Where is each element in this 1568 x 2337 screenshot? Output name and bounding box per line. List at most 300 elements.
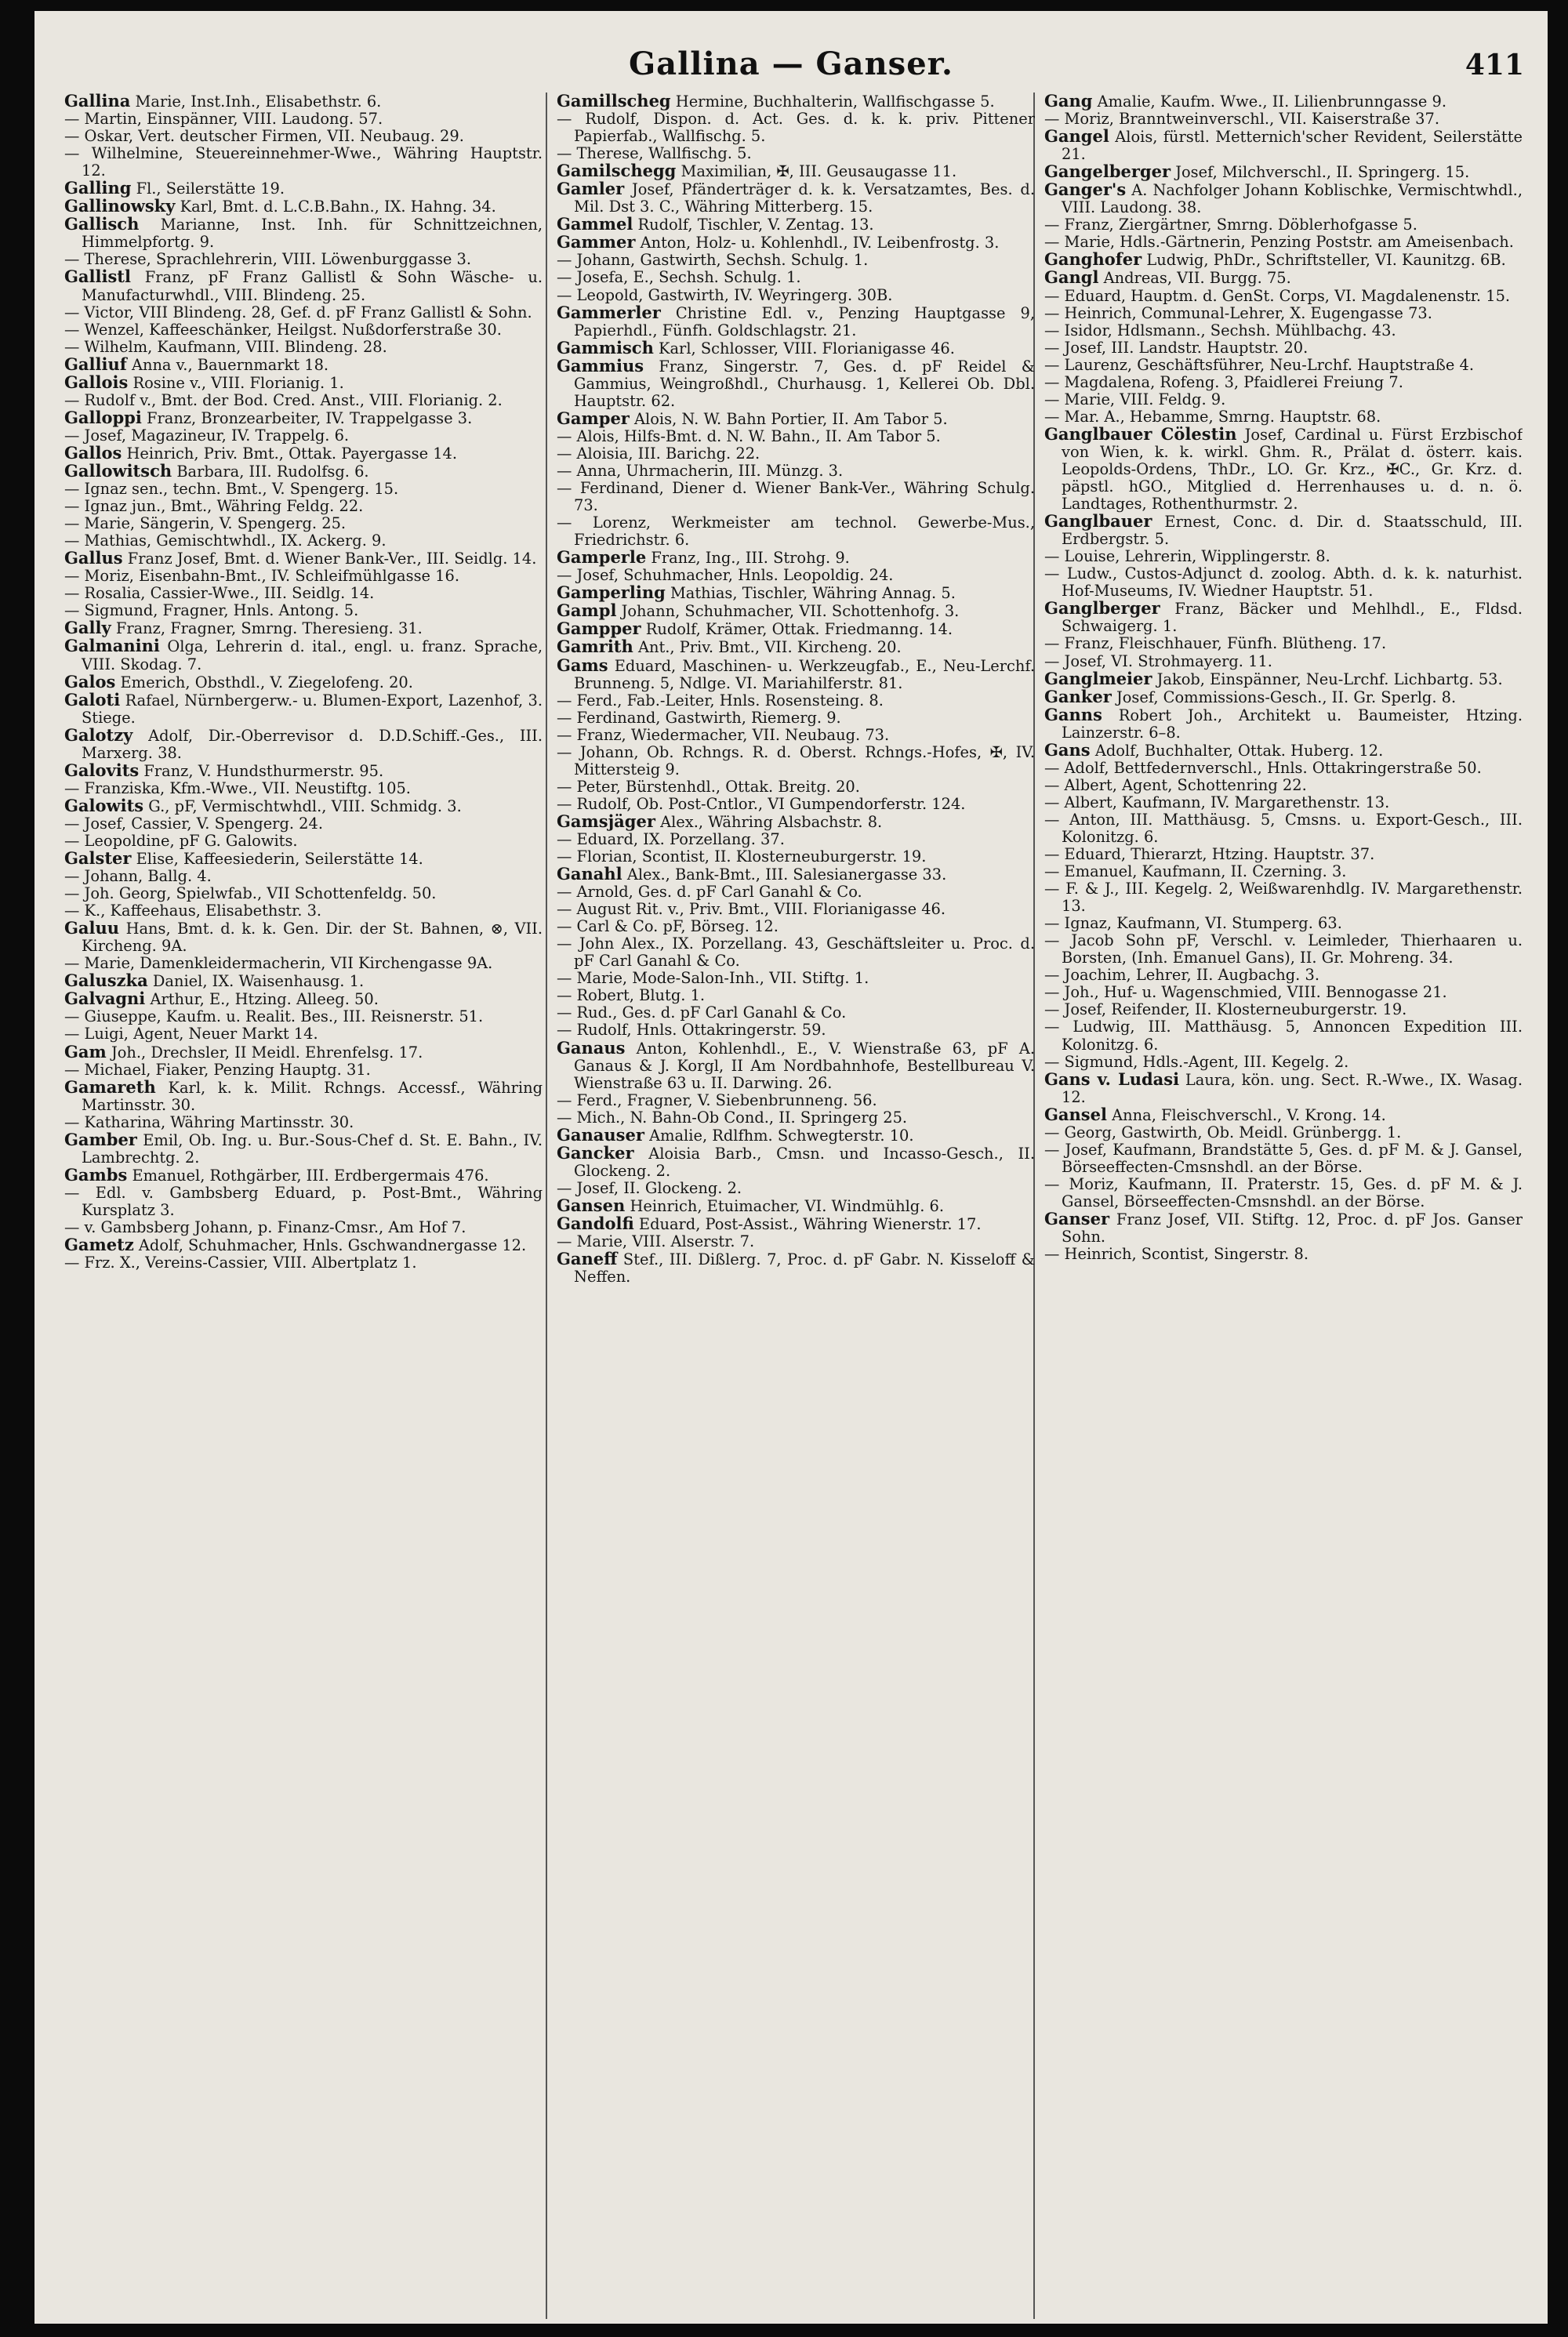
directory-entry: [1044, 846, 1523, 863]
directory-entry: [1044, 1018, 1523, 1053]
entry-text: Ant., Priv. Bmt., VII. Kircheng. 20.: [637, 638, 902, 657]
directory-entry: [557, 567, 1035, 584]
entry-text: Anna v., Bauernmarkt 18.: [131, 355, 329, 374]
directory-entry: [64, 304, 543, 321]
entry-text: — Heinrich, Communal-Lehrer, X. Eugengasse 73.: [1044, 303, 1432, 322]
entry-text: — Rud., Ges. d. pF Carl Ganahl & Co.: [557, 1003, 847, 1022]
directory-column-1: [64, 93, 543, 2311]
entry-text: Arthur, E., Htzing. Alleeg. 50.: [150, 990, 379, 1009]
directory-entry: [64, 602, 543, 619]
directory-entry: [1044, 1246, 1523, 1263]
directory-entry: [64, 1076, 543, 1114]
directory-entry: [557, 93, 1035, 111]
directory-entry: [64, 1061, 543, 1079]
entry-text: — Edl. v. Gambsberg Eduard, p. Post-Bmt., Währing Kursplatz 3.: [64, 1183, 543, 1219]
entry-surname: Gang: [1044, 93, 1093, 111]
entry-text: — Eduard, Thierarzt, Htzing. Hauptstr. 37.: [1044, 845, 1375, 864]
entry-text: — Josef, Kaufmann, Brandstätte 5, Ges. d. pF M. & J. Gansel, Börseeffecten-Cmsnshdl. an der Börse.: [1044, 1140, 1523, 1176]
entry-text: — John Alex., IX. Porzellang. 43, Geschäftsleiter u. Proc. d. pF Carl Ganahl & Co.: [557, 934, 1035, 971]
directory-entry: [1044, 739, 1523, 760]
entry-text: Adolf, Dir.-Oberrevisor d. D.D.Schiff.-Ges., III. Marxerg. 38.: [82, 726, 543, 762]
entry-surname: Gangl: [1044, 267, 1099, 288]
directory-entry: [64, 850, 543, 868]
directory-entry: [1044, 1071, 1523, 1106]
directory-entry: [64, 585, 543, 602]
entry-text: Robert Joh., Architekt u. Baumeister, Htzing. Lainzerstr. 6–8.: [1062, 706, 1523, 742]
directory-entry: [1044, 932, 1523, 967]
entry-text: Andreas, VII. Burgg. 75.: [1103, 269, 1291, 288]
entry-text: — Joachim, Lehrer, II. Augbachg. 3.: [1044, 966, 1319, 985]
entry-text: — Rudolf, Ob. Post-Cntlor., VI Gumpendorferstr. 124.: [557, 794, 966, 813]
directory-entry: [557, 1180, 1035, 1197]
entry-text: — Victor, VIII Blindeng. 28, Gef. d. pF Franz Gallistl & Sohn.: [64, 303, 532, 321]
entry-text: Franz, pF Franz Gallistl & Sohn Wäsche- u. Manufacturwhdl., VIII. Blindeng. 25.: [82, 268, 543, 304]
directory-entry: [557, 884, 1035, 901]
directory-entry: [557, 216, 1035, 234]
entry-text: — Lorenz, Werkmeister am technol. Gewerbe-Mus., Friedrichstr. 6.: [557, 513, 1035, 550]
entry-surname: Gans v. Ludasi: [1044, 1069, 1180, 1089]
directory-entry: [64, 427, 543, 445]
directory-entry: [64, 93, 543, 111]
directory-column-2: [557, 93, 1035, 2311]
directory-entry: [557, 1037, 1035, 1092]
directory-entry: [64, 374, 543, 392]
directory-entry: [1044, 688, 1523, 706]
entry-surname: Galowits: [64, 795, 144, 815]
directory-entry: [64, 815, 543, 833]
entry-text: Franz, Bronzearbeiter, IV. Trappelgasse 3.: [147, 408, 473, 427]
entry-text: Josef, Commissions-Gesch., II. Gr. Sperlg. 8.: [1116, 688, 1457, 706]
directory-entry: [64, 797, 543, 815]
entry-text: — Oskar, Vert. deutscher Firmen, VII. Neubaug. 29.: [64, 127, 464, 146]
directory-entry: [1044, 408, 1523, 426]
directory-entry: [64, 339, 543, 356]
entry-text: Alex., Währing Alsbachstr. 8.: [660, 812, 883, 831]
directory-entry: [557, 865, 1035, 884]
directory-entry: [64, 532, 543, 550]
entry-text: G., pF, Vermischtwhdl., VIII. Schmidg. 3.: [148, 797, 462, 815]
directory-entry: [557, 813, 1035, 831]
entry-text: — Rosalia, Cassier-Wwe., III. Seidlg. 14.: [64, 584, 375, 603]
directory-entry: [1044, 128, 1523, 163]
entry-text: Franz, Fragner, Smrng. Theresieng. 31.: [115, 619, 423, 638]
directory-entry: [557, 549, 1035, 567]
entry-text: — Sigmund, Hdls.-Agent, III. Kegelg. 2.: [1044, 1052, 1349, 1071]
entry-text: Franz, Bäcker und Mehlhdl., E., Fldsd. Schwaigerg. 1.: [1062, 600, 1523, 636]
entry-surname: Galloppi: [64, 407, 142, 427]
entry-text: Olga, Lehrerin d. ital., engl. u. franz. Sprache, VIII. Skodag. 7.: [82, 637, 543, 673]
directory-entry: [1044, 670, 1523, 688]
directory-entry: [64, 460, 543, 481]
entry-surname: Ganglmeier: [1044, 668, 1152, 688]
entry-text: — Moriz, Branntweinverschl., VII. Kaiserstraße 37.: [1044, 110, 1439, 129]
column-divider: [546, 93, 547, 2319]
directory-entry: [557, 1233, 1035, 1250]
directory-entry: [557, 831, 1035, 848]
entry-text: Christine Edl. v., Penzing Hauptgasse 9, Papierhdl., Fünfh. Goldschlagstr. 21.: [574, 303, 1035, 339]
directory-entry: [557, 935, 1035, 970]
entry-text: — K., Kaffeehaus, Elisabethstr. 3.: [64, 902, 322, 920]
directory-entry: [557, 657, 1035, 692]
directory-entry: [557, 111, 1035, 145]
entry-text: Heinrich, Etuimacher, VI. Windmühlg. 6.: [630, 1196, 945, 1215]
entry-text: — Wenzel, Kaffeeschänker, Heilgst. Nußdorferstraße 30.: [64, 320, 502, 339]
directory-entry: [64, 1008, 543, 1025]
entry-text: Josef, Cardinal u. Fürst Erzbischof von Wien, k. k. wirkl. Ghm. R., Prälat d. österr. kais. Leopolds-Ordens, ThDr., LO. Gr. Krz., ✠C., Gr. Krz. d. päpstl. hGO., Mitglied d. Herrenhauses u. d. n. ö. Landtages, Rothenthurmstr. 2.: [1062, 425, 1523, 513]
directory-entry: [1044, 777, 1523, 794]
directory-entry: [64, 955, 543, 972]
directory-entry: [557, 357, 1035, 410]
entry-surname: Gamsjäger: [557, 811, 655, 831]
directory-entry: [557, 180, 1035, 216]
entry-text: Heinrich, Priv. Bmt., Ottak. Payergasse 14.: [126, 444, 458, 463]
entry-surname: Galliuf: [64, 354, 127, 374]
directory-entry: [557, 234, 1035, 252]
entry-text: Amalie, Rdlfhm. Schwegterstr. 10.: [649, 1126, 914, 1145]
directory-entry: [557, 514, 1035, 549]
directory-entry: [1044, 513, 1523, 548]
directory-entry: [1044, 794, 1523, 811]
entry-surname: Ganser: [1044, 1209, 1110, 1228]
entry-text: — v. Gambsberg Johann, p. Finanz-Cmsr., Am Hof 7.: [64, 1218, 466, 1236]
entry-text: — Ludwig, III. Matthäusg. 5, Annoncen Expedition III. Kolonitzg. 6.: [1044, 1018, 1523, 1054]
entry-surname: Gamareth: [64, 1076, 156, 1097]
entry-text: — Jacob Sohn pF, Verschl. v. Leimleder, Thierhaaren u. Borsten, (Inh. Emanuel Gans), II. Gr. Mohreng. 34.: [1044, 931, 1523, 967]
directory-entry: [64, 498, 543, 515]
directory-entry: [1044, 915, 1523, 932]
entry-surname: Gammel: [557, 214, 633, 234]
directory-entry: [64, 920, 543, 955]
directory-entry: [64, 972, 543, 990]
entry-text: — Louise, Lehrerin, Wipplingerstr. 8.: [1044, 547, 1330, 566]
directory-entry: [1044, 288, 1523, 305]
page-number: 411: [1465, 49, 1524, 82]
directory-entry: [1044, 251, 1523, 269]
entry-surname: Galoti: [64, 689, 121, 709]
directory-entry: [557, 1142, 1035, 1180]
entry-text: Franz Josef, Bmt. d. Wiener Bank-Ver., III. Seidlg. 14.: [127, 550, 537, 568]
entry-text: — Anton, III. Matthäusg. 5, Cmsns. u. Export-Gesch., III. Kolonitzg. 6.: [1044, 810, 1523, 846]
entry-text: — Ferdinand, Diener d. Wiener Bank-Ver., Währing Schulg. 73.: [557, 479, 1035, 515]
directory-entry: [557, 796, 1035, 813]
entry-text: Franz, Ing., III. Strohg. 9.: [651, 549, 850, 568]
entry-text: — Josef, Cassier, V. Spengerg. 24.: [64, 814, 324, 833]
directory-entry: [1044, 357, 1523, 374]
directory-entry: [1044, 1001, 1523, 1018]
entry-text: — F. & J., III. Kegelg. 2, Weißwarenhdlg. IV. Margarethenstr. 13.: [1044, 880, 1523, 916]
entry-text: Ludwig, PhDr., Schriftsteller, VI. Kaunitzg. 6B.: [1146, 251, 1506, 270]
entry-text: — Ferd., Fragner, V. Siebenbrunneng. 56.: [557, 1090, 877, 1109]
entry-surname: Gamper: [557, 408, 630, 428]
entry-surname: Gampper: [557, 619, 641, 639]
entry-text: — Eduard, Hauptm. d. GenSt. Corps, VI. Magdalenenstr. 15.: [1044, 286, 1511, 305]
entry-text: — Ignaz jun., Bmt., Währing Feldg. 22.: [64, 497, 364, 516]
entry-text: A. Nachfolger Johann Koblischke, Vermischtwhdl., VIII. Laudong. 38.: [1062, 181, 1523, 217]
entry-text: — Giuseppe, Kaufm. u. Realit. Bes., III. Reisnerstr. 51.: [64, 1007, 484, 1026]
entry-surname: Gammerler: [557, 302, 661, 322]
entry-text: — Moriz, Kaufmann, II. Praterstr. 15, Ges. d. pF M. & J. Gansel, Börseeffecten-Cmsnshdl. an der Börse.: [1044, 1174, 1523, 1210]
entry-surname: Gallisch: [64, 214, 140, 234]
directory-entry: [64, 673, 543, 691]
directory-entry: [1044, 706, 1523, 742]
entry-text: — Marie, Sängerin, V. Spengerg. 25.: [64, 514, 347, 533]
directory-entry: [557, 620, 1035, 638]
directory-entry: [64, 724, 543, 762]
directory-entry: [64, 180, 543, 198]
directory-entry: [64, 550, 543, 568]
entry-surname: Galotzy: [64, 724, 133, 745]
directory-entry: [557, 410, 1035, 428]
directory-entry: [64, 216, 543, 251]
entry-surname: Gallistl: [64, 267, 131, 287]
directory-entry: [557, 428, 1035, 445]
directory-entry: [557, 778, 1035, 796]
directory-entry: [557, 1215, 1035, 1233]
directory-entry: [1044, 322, 1523, 339]
entry-text: — Peter, Bürstenhdl., Ottak. Breitg. 20.: [557, 777, 860, 796]
entry-text: — Luigi, Agent, Neuer Markt 14.: [64, 1025, 318, 1043]
directory-entry: [64, 902, 543, 920]
entry-text: Maximilian, ✠, III. Geusaugasse 11.: [681, 162, 957, 181]
directory-entry: [557, 744, 1035, 778]
directory-entry: [1044, 1176, 1523, 1210]
directory-entry: [557, 709, 1035, 727]
directory-entry: [557, 269, 1035, 286]
directory-entry: [557, 1124, 1035, 1145]
directory-entry: [1044, 600, 1523, 635]
directory-entry: [557, 1197, 1035, 1215]
entry-text: Franz Josef, VII. Stiftg. 12, Proc. d. pF Jos. Ganser Sohn.: [1062, 1210, 1523, 1247]
directory-entry: [64, 1236, 543, 1254]
entry-text: Karl, Schlosser, VIII. Florianigasse 46.: [659, 339, 955, 357]
directory-entry: [64, 481, 543, 498]
entry-surname: Ganglberger: [1044, 598, 1160, 619]
directory-entry: [1044, 1210, 1523, 1246]
entry-text: — Moriz, Eisenbahn-Bmt., IV. Schleifmühlgasse 16.: [64, 567, 459, 586]
entry-text: Mathias, Tischler, Währing Annag. 5.: [670, 584, 956, 603]
directory-entry: [557, 480, 1035, 514]
entry-text: — Marie, VIII. Alserstr. 7.: [557, 1232, 755, 1251]
page-header-title: Gallina — Ganser.: [629, 45, 953, 82]
entry-text: Barbara, III. Rudolfsg. 6.: [176, 462, 369, 481]
entry-surname: Ganeff: [557, 1249, 618, 1269]
entry-text: — Josef, Schuhmacher, Hnls. Leopoldig. 24.: [557, 566, 894, 585]
entry-surname: Ganns: [1044, 704, 1102, 724]
directory-entry: [64, 145, 543, 180]
directory-entry: [64, 1219, 543, 1236]
entry-text: — Joh., Huf- u. Wagenschmied, VIII. Bennogasse 21.: [1044, 983, 1447, 1002]
directory-entry: [1044, 635, 1523, 652]
directory-entry: [557, 692, 1035, 709]
entry-text: Josef, Pfänderträger d. k. k. Versatzamtes, Bes. d. Mil. Dst 3. C., Währing Mitterberg. 15.: [574, 180, 1035, 216]
entry-text: — August Rit. v., Priv. Bmt., VIII. Florianigasse 46.: [557, 900, 946, 919]
entry-text: — Magdalena, Rofeng. 3, Pfaidlerei Freiung 7.: [1044, 372, 1403, 391]
entry-text: — Martin, Einspänner, VIII. Laudong. 57.: [64, 110, 383, 129]
entry-surname: Ganghofer: [1044, 249, 1142, 270]
directory-entry: [64, 568, 543, 585]
directory-column-3: [1044, 93, 1523, 2311]
directory-entry: [1044, 305, 1523, 322]
entry-surname: Gangelberger: [1044, 161, 1171, 182]
entry-surname: Ganker: [1044, 686, 1112, 706]
directory-entry: [557, 145, 1035, 162]
entry-text: — Ferdinand, Gastwirth, Riemerg. 9.: [557, 708, 841, 727]
entry-text: Josef, Milchverschl., II. Springerg. 15.: [1175, 163, 1470, 182]
directory-entry: [1044, 234, 1523, 251]
entry-text: Hermine, Buchhalterin, Wallfischgasse 5.: [675, 93, 995, 111]
entry-surname: Ganauser: [557, 1124, 644, 1145]
directory-entry: [64, 321, 543, 339]
entry-text: — Emanuel, Kaufmann, II. Czerning. 3.: [1044, 862, 1347, 881]
directory-entry: [64, 1114, 543, 1131]
entry-text: Emil, Ob. Ing. u. Bur.-Sous-Chef d. St. E. Bahn., IV. Lambrechtg. 2.: [82, 1130, 543, 1167]
directory-entry: [557, 727, 1035, 744]
entry-text: — Albert, Agent, Schottenring 22.: [1044, 775, 1307, 794]
entry-surname: Gangel: [1044, 126, 1109, 147]
entry-surname: Gamperle: [557, 547, 647, 568]
entry-text: — Therese, Sprachlehrerin, VIII. Löwenburggasse 3.: [64, 250, 472, 269]
directory-entry: [64, 1185, 543, 1219]
entry-text: Anton, Holz- u. Kohlenhdl., IV. Leibenfrostg. 3.: [640, 234, 1000, 252]
entry-text: Marianne, Inst. Inh. für Schnittzeichnen, Himmelpfortg. 9.: [82, 216, 543, 252]
entry-text: — Marie, Damenkleidermacherin, VII Kirchengasse 9A.: [64, 954, 493, 973]
entry-text: — Rudolf, Hnls. Ottakringerstr. 59.: [557, 1021, 826, 1040]
entry-text: — Sigmund, Fragner, Hnls. Antong. 5.: [64, 601, 359, 620]
directory-entry: [64, 111, 543, 128]
directory-entry: [1044, 1141, 1523, 1176]
directory-entry: [1044, 811, 1523, 846]
entry-text: — Marie, VIII. Feldg. 9.: [1044, 390, 1226, 408]
entry-surname: Galovits: [64, 760, 140, 780]
entry-text: Rudolf, Krämer, Ottak. Friedmanng. 14.: [645, 620, 953, 639]
directory-entry: [557, 848, 1035, 865]
directory-entry: [1044, 163, 1523, 181]
entry-text: Karl, k. k. Milit. Rchngs. Accessf., Währing Martinsstr. 30.: [82, 1078, 543, 1114]
directory-entry: [64, 1164, 543, 1185]
directory-entry: [557, 901, 1035, 918]
directory-entry: [557, 339, 1035, 357]
entry-text: — Franz, Ziergärtner, Smrng. Döblerhofgasse 5.: [1044, 216, 1417, 234]
entry-text: Aloisia Barb., Cmsn. und Incasso-Gesch., II. Glockeng. 2.: [574, 1144, 1035, 1180]
entry-surname: Gamber: [64, 1129, 137, 1149]
entry-surname: Gamperling: [557, 582, 666, 603]
entry-surname: Gamillscheg: [557, 93, 671, 111]
directory-entry: [1044, 863, 1523, 880]
directory-entry: [64, 990, 543, 1008]
entry-text: — Josef, VI. Strohmayerg. 11.: [1044, 651, 1272, 670]
entry-surname: Galos: [64, 671, 116, 691]
directory-entry: [1044, 93, 1523, 111]
directory-entry: [1044, 760, 1523, 777]
entry-surname: Gam: [64, 1041, 107, 1061]
directory-entry: [64, 1131, 543, 1167]
directory-entry: [1044, 653, 1523, 670]
entry-surname: Ganglbauer Cölestin: [1044, 423, 1237, 444]
entry-text: — Isidor, Hdlsmann., Sechsh. Mühlbachg. 43.: [1044, 321, 1396, 339]
directory-entry: [64, 128, 543, 145]
directory-entry: [1044, 269, 1523, 287]
entry-text: Laura, kön. ung. Sect. R.-Wwe., IX. Wasag. 12.: [1062, 1070, 1523, 1106]
entry-text: — Franz, Fleischhauer, Fünfh. Blütheng. 17.: [1044, 634, 1387, 653]
entry-text: Emerich, Obsthdl., V. Ziegelofeng. 20.: [120, 673, 413, 691]
entry-surname: Gams: [557, 655, 608, 675]
directory-entry: [1044, 111, 1523, 128]
entry-text: — Rudolf, Dispon. d. Act. Ges. d. k. k. priv. Pittener Papierfab., Wallfischg. 5.: [557, 110, 1035, 146]
directory-entry: [557, 918, 1035, 935]
entry-text: — Marie, Mode-Salon-Inh., VII. Stiftg. 1.: [557, 969, 869, 988]
directory-entry: [64, 691, 543, 727]
directory-entry: [1044, 967, 1523, 984]
entry-text: — Mar. A., Hebamme, Smrng. Hauptstr. 68.: [1044, 407, 1381, 426]
entry-text: — Josef, Magazineur, IV. Trappelg. 6.: [64, 426, 350, 445]
entry-surname: Gammer: [557, 232, 636, 252]
directory-entry: [1044, 548, 1523, 565]
entry-text: Adolf, Buchhalter, Ottak. Huberg. 12.: [1094, 741, 1384, 760]
entry-text: — Mathias, Gemischtwhdl., IX. Ackerg. 9.: [64, 532, 387, 550]
entry-text: Rudolf, Tischler, V. Zentag. 13.: [637, 216, 874, 234]
directory-entry: [1044, 1106, 1523, 1124]
directory-entry: [557, 1022, 1035, 1039]
entry-text: — Katharina, Währing Martinsstr. 30.: [64, 1112, 354, 1131]
directory-entry: [64, 885, 543, 902]
entry-text: — Leopold, Gastwirth, IV. Weyringerg. 30B.: [557, 285, 893, 304]
entry-text: Johann, Schuhmacher, VII. Schottenhofg. 3.: [621, 602, 960, 621]
directory-entry: [64, 1254, 543, 1272]
directory-entry: [557, 638, 1035, 656]
directory-entry: [557, 1250, 1035, 1286]
entry-text: — Eduard, IX. Porzellang. 37.: [557, 829, 785, 848]
entry-text: — Ignaz sen., techn. Bmt., V. Spengerg. 15.: [64, 480, 399, 499]
entry-text: — Aloisia, III. Barichg. 22.: [557, 444, 760, 463]
entry-text: — Ludw., Custos-Adjunct d. zoolog. Abth. d. k. k. naturhist. Hof-Museums, IV. Wiedner Hauptstr. 51.: [1044, 564, 1523, 601]
entry-text: Adolf, Schuhmacher, Hnls. Gschwandnergasse 12.: [138, 1236, 527, 1255]
entry-text: Eduard, Maschinen- u. Werkzeugfab., E., Neu-Lerchf. Brunneng. 5, Ndlge. VI. Mariahilferstr. 81.: [574, 656, 1035, 692]
entry-surname: Gallois: [64, 372, 129, 392]
entry-text: — Anna, Uhrmacherin, III. Münzg. 3.: [557, 461, 844, 480]
entry-surname: Gancker: [557, 1142, 634, 1163]
entry-text: — Mich., N. Bahn-Ob Cond., II. Springerg 25.: [557, 1108, 908, 1127]
entry-text: — Laurenz, Geschäftsführer, Neu-Lrchf. Hauptstraße 4.: [1044, 355, 1474, 374]
directory-entry: [1044, 423, 1523, 513]
directory-entry: [557, 584, 1035, 602]
entry-text: — Wilhelm, Kaufmann, VIII. Blindeng. 28.: [64, 337, 387, 356]
entry-surname: Galster: [64, 848, 132, 869]
entry-text: Rafael, Nürnbergerw.- u. Blumen-Export, Lazenhof, 3. Stiege.: [82, 691, 543, 727]
directory-entry: [1044, 565, 1523, 600]
entry-text: — Joh. Georg, Spielwfab., VII Schottenfeldg. 50.: [64, 884, 437, 903]
directory-entry: [557, 252, 1035, 269]
directory-entry: [64, 392, 543, 409]
entry-text: Hans, Bmt. d. k. k. Gen. Dir. der St. Bahnen, ⊗, VII. Kircheng. 9A.: [82, 920, 543, 956]
directory-entry: [1044, 216, 1523, 234]
entry-text: — Georg, Gastwirth, Ob. Meidl. Grünbergg. 1.: [1044, 1123, 1402, 1141]
directory-entry: [1044, 181, 1523, 216]
directory-entry: [557, 287, 1035, 304]
entry-text: Anton, Kohlenhdl., E., V. Wienstraße 63, pF A. Ganaus & J. Korgl, II Am Nordbahnhofe, Bestellbureau V. Wienstraße 63 u. II. Darwing. 26.: [574, 1039, 1035, 1092]
entry-surname: Gansel: [1044, 1104, 1107, 1124]
directory-entry: [1044, 1124, 1523, 1141]
entry-surname: Ganahl: [557, 864, 622, 884]
directory-entry: [64, 762, 543, 780]
directory-entry: [557, 1092, 1035, 1109]
directory-entry: [1044, 1054, 1523, 1071]
entry-text: Alois, N. W. Bahn Portier, II. Am Tabor 5.: [634, 409, 948, 428]
directory-entry: [64, 1043, 543, 1061]
entry-text: Elise, Kaffeesiederin, Seilerstätte 14.: [136, 850, 423, 869]
entry-surname: Gans: [1044, 739, 1091, 760]
entry-surname: Galvagni: [64, 989, 146, 1009]
entry-text: — Florian, Scontist, II. Klosterneuburgerstr. 19.: [557, 847, 927, 866]
